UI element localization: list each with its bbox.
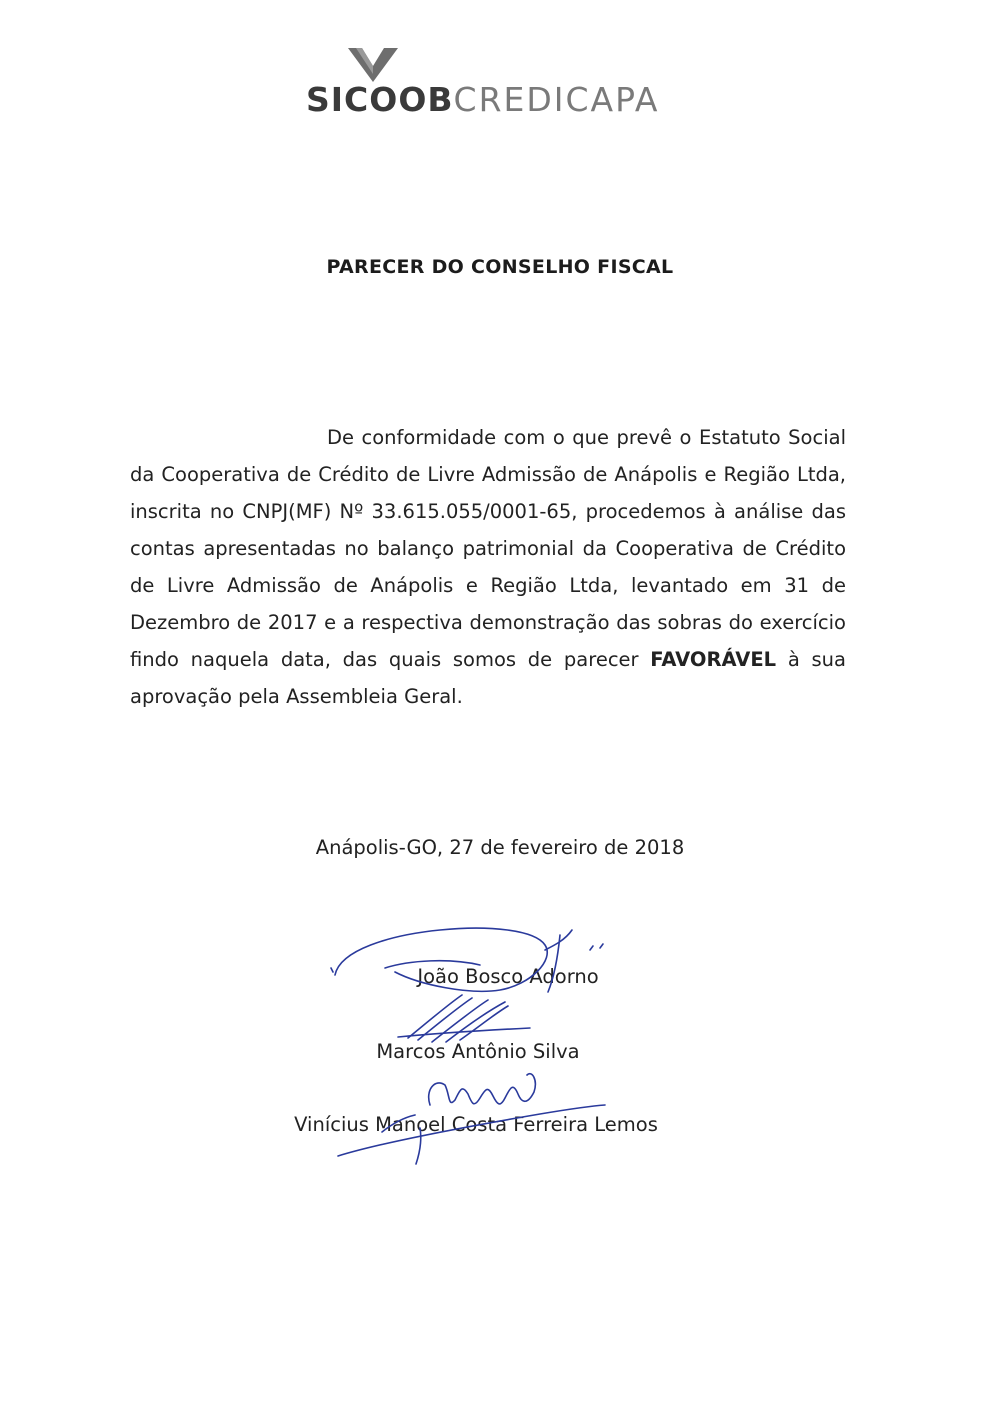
paragraph-text-end: à sua aprovação pela Assembleia Geral.	[130, 648, 846, 708]
signature-2-mark	[398, 995, 530, 1042]
logo-wordmark	[306, 80, 659, 120]
favorable-verdict: FAVORÁVEL	[650, 648, 777, 671]
signer-name-3: Vinícius Manoel Costa Ferreira Lemos	[294, 1113, 658, 1136]
logo-brand-light: CREDICAPA	[453, 80, 660, 119]
page-title: PARECER DO CONSELHO FISCAL	[326, 256, 674, 278]
signer-name-2: Marcos Antônio Silva	[376, 1040, 580, 1063]
signer-name-1: João Bosco Adorno	[417, 965, 599, 988]
sicoob-logo-mark-icon	[346, 44, 400, 84]
place-and-date: Anápolis-GO, 27 de fevereiro de 2018	[315, 836, 685, 859]
opinion-paragraph	[130, 419, 846, 715]
sicoob-credicapa-logo	[306, 40, 686, 120]
paragraph-text-start: De conformidade com o que prevê o Estatuto Social da Cooperativa de Crédito de Livre Admissão de Anápolis e Região Ltda, inscrita no CNPJ(MF) Nº 33.615.055/0001-65, procedemos à análise das contas apresentadas no balanço patrimonial da Cooperativa de Crédito de Livre Admissão de Anápolis e Região Ltda, levantado em 31 de Dezembro de 2017 e a respectiva demonstração das sobras do exercício findo naquela data, das quais somos de parecer	[130, 426, 846, 671]
logo-brand-strong: SICOOB	[306, 80, 454, 119]
